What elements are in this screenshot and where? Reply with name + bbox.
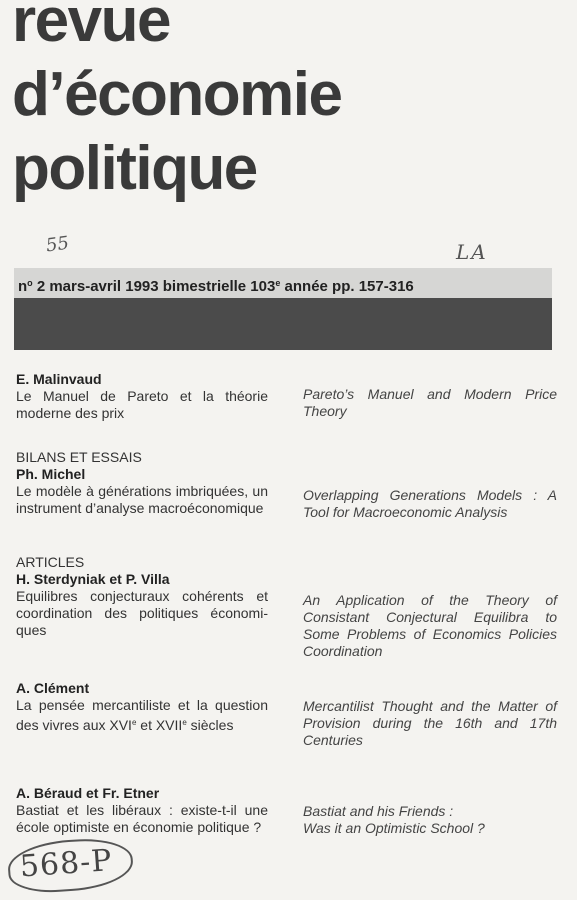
handwritten-note-la: LA: [456, 240, 488, 264]
entry-title-fr-sup: e: [131, 718, 137, 727]
toc-entry-1-en: [303, 386, 557, 420]
journal-title: [12, 0, 342, 206]
entry-title-fr: Equilibres conjecturaux cohérents et coordination des politiques économiques: [16, 588, 268, 638]
entry-title-fr: Bastiat et les libéraux : existe-t-il une école optimiste en économie politique ?: [16, 802, 268, 835]
entry-title-fr: Le modèle à générations imbriquées, un instrument d’analyse macroéconomique: [16, 483, 268, 516]
toc-entry-3: [16, 554, 268, 639]
toc-entry-3-en: [303, 592, 557, 660]
entry-title-fr: Le Manuel de Pareto et la théorie moderne des prix: [16, 388, 268, 421]
entry-author: H. Sterdyniak et P. Villa: [16, 571, 170, 587]
entry-title-en-line-2: Was it an Optimistic School ?: [303, 820, 485, 836]
toc-entry-4-en: [303, 698, 557, 749]
toc-entry-2: [16, 449, 268, 517]
entry-title-en: An Application of the Theory of Consistant Conjectural Equilibra to Some Problems of Economics Policies Coordination: [303, 592, 557, 659]
section-heading: BILANS ET ESSAIS: [16, 449, 142, 465]
issue-prefix: n: [18, 278, 28, 295]
entry-title-en: Overlapping Generations Models : A Tool for Macroeconomic Analysis: [303, 487, 557, 520]
toc-entry-5-en: [303, 803, 557, 837]
journal-title-line-1: revue: [12, 0, 170, 55]
entry-author: Ph. Michel: [16, 466, 86, 482]
journal-title-line-3: politique: [12, 134, 257, 203]
entry-author: A. Béraud et Fr. Etner: [16, 785, 160, 801]
handwritten-shelf-mark: 568-P: [6, 836, 134, 896]
entry-title-fr-sup: e: [182, 718, 187, 727]
handwritten-note-55: 55: [44, 232, 71, 257]
entry-title-en: Mercantilist Thought and the Matter of Provision during the 16th and 17th Centuries: [303, 698, 557, 748]
issue-ordinal-mark-2: e: [275, 278, 281, 288]
issue-ordinal-mark: o: [27, 278, 33, 288]
toc-entry-4: [16, 680, 268, 734]
entry-title-fr-part: La pensée mercantiliste et la question des vivres aux XVI: [16, 697, 268, 733]
entry-title-fr-part: siècles: [186, 717, 234, 733]
toc-entry-1: [16, 371, 268, 422]
journal-title-line-2: d’économie: [12, 60, 342, 129]
issue-line: [14, 268, 552, 298]
entry-author: A. Clément: [16, 680, 90, 696]
entry-author: E. Malinvaud: [16, 371, 102, 387]
toc-entry-5: [16, 785, 268, 836]
issue-suffix: année pp. 157-316: [280, 278, 414, 295]
section-heading: ARTICLES: [16, 554, 85, 570]
toc-entry-2-en: [303, 487, 557, 521]
entry-title-en: Pareto’s Manuel and Modern Price Theory: [303, 386, 557, 419]
dark-band: [14, 298, 552, 350]
entry-title-en-line-1: Bastiat and his Friends :: [303, 803, 454, 819]
entry-title-fr: [16, 697, 268, 734]
entry-title-fr-part: et XVII: [136, 717, 183, 733]
issue-main: 2 mars-avril 1993 bimestrielle 103: [32, 278, 276, 295]
